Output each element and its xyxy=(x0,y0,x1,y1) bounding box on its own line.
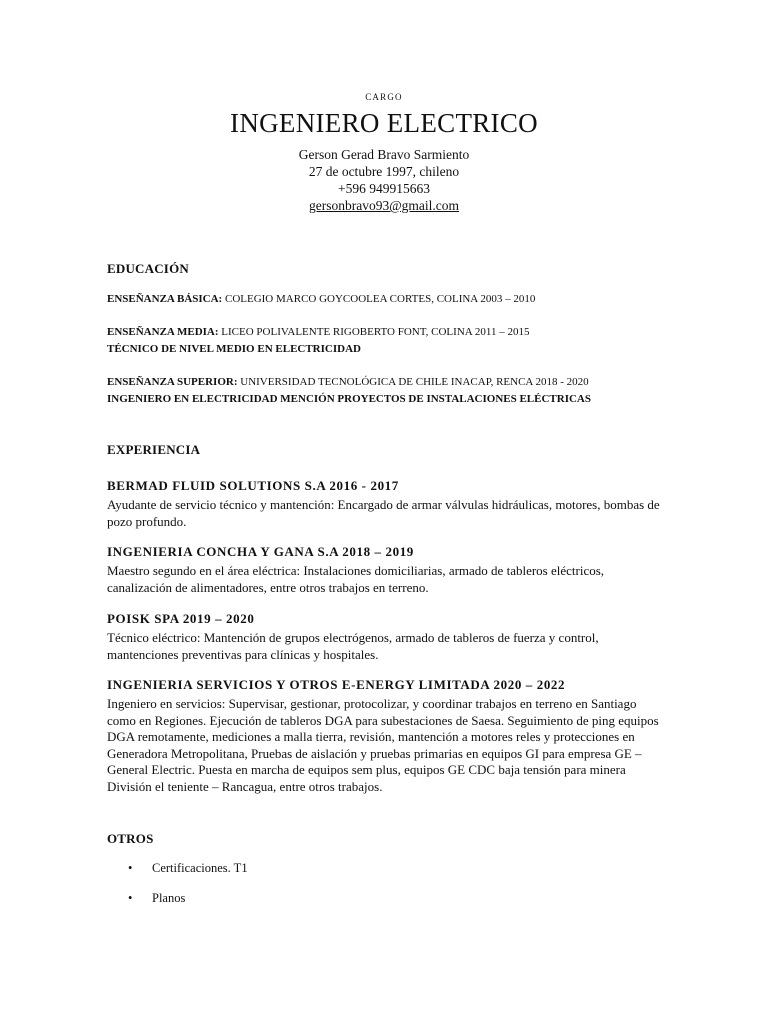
education-basica xyxy=(107,291,667,308)
job-entry xyxy=(107,478,667,530)
job-title: POISK SPA 2019 – 2020 xyxy=(107,611,255,626)
contact-block xyxy=(0,146,768,214)
list-item-text: Planos xyxy=(152,891,186,905)
job-title: BERMAD FLUID SOLUTIONS S.A 2016 - 2017 xyxy=(107,478,399,493)
cargo-label: CARGO xyxy=(365,92,403,102)
superior-label: ENSEÑANZA SUPERIOR: xyxy=(107,376,238,388)
job-entry xyxy=(107,677,667,795)
media-label: ENSEÑANZA MEDIA: xyxy=(107,326,219,338)
birth-info: 27 de octubre 1997, chileno xyxy=(308,164,460,179)
page-title: INGENIERO ELECTRICO xyxy=(230,108,538,138)
media-value: LICEO POLIVALENTE RIGOBERTO FONT, COLINA 2011 – 2015 xyxy=(218,326,530,338)
candidate-name: Gerson Gerad Bravo Sarmiento xyxy=(298,147,470,162)
others-heading: OTROS xyxy=(107,831,154,846)
list-item xyxy=(128,861,248,876)
basica-label: ENSEÑANZA BÁSICA: xyxy=(107,293,223,305)
job-entry xyxy=(107,611,667,663)
list-item-text: Certificaciones. T1 xyxy=(152,861,248,875)
email-link[interactable]: gersonbravo93@gmail.com xyxy=(308,198,460,213)
education-superior xyxy=(107,374,667,408)
media-degree: TÉCNICO DE NIVEL MEDIO EN ELECTRICIDAD xyxy=(107,343,361,355)
list-item xyxy=(128,891,185,906)
education-media xyxy=(107,324,667,358)
job-description: Ayudante de servicio técnico y mantención: Encargado de armar válvulas hidráulicas, motores, bombas de pozo profundo. xyxy=(107,497,660,529)
job-entry xyxy=(107,544,667,596)
bullet-icon: • xyxy=(128,891,133,905)
education-heading: EDUCACIÓN xyxy=(107,261,189,276)
job-description: Maestro segundo en el área eléctrica: Instalaciones domiciliarias, armado de tableros eléctricos, canalización de alimentadores, entre otros trabajos en terreno. xyxy=(107,563,605,595)
job-title: INGENIERIA SERVICIOS Y OTROS E-ENERGY LIMITADA 2020 – 2022 xyxy=(107,677,566,692)
bullet-icon: • xyxy=(128,861,133,875)
phone-number: +596 949915663 xyxy=(338,181,430,196)
basica-value: COLEGIO MARCO GOYCOOLEA CORTES, COLINA 2003 – 2010 xyxy=(222,293,536,305)
superior-degree: INGENIERO EN ELECTRICIDAD MENCIÓN PROYECTOS DE INSTALACIONES ELÉCTRICAS xyxy=(107,393,591,405)
job-description: Ingeniero en servicios: Supervisar, gestionar, protocolizar, y coordinar trabajos en terreno en Santiago como en Regiones. Ejecución de tableros DGA para subestaciones de Saesa. Seguimiento de ping equipos DGA remotamente, mediciones a malla tierra, revisión, mantención a motores reles y protecciones en Generadora Metropolitana, Pruebas de aislación y pruebas primarias en equipos GI para empresa GE – General Electric. Puesta en marcha de equipos sem plus, equipos GE CDC baja tensión para minera División el teniente – Rancagua, entre otros trabajos. xyxy=(107,696,659,794)
experience-heading: EXPERIENCIA xyxy=(107,442,201,457)
job-title: INGENIERIA CONCHA Y GANA S.A 2018 – 2019 xyxy=(107,544,414,559)
job-description: Técnico eléctrico: Mantención de grupos electrógenos, armado de tableros de fuerza y control, mantenciones preventivas para clínicas y hospitales. xyxy=(107,630,599,662)
superior-value: UNIVERSIDAD TECNOLÓGICA DE CHILE INACAP, RENCA 2018 - 2020 xyxy=(237,376,589,388)
